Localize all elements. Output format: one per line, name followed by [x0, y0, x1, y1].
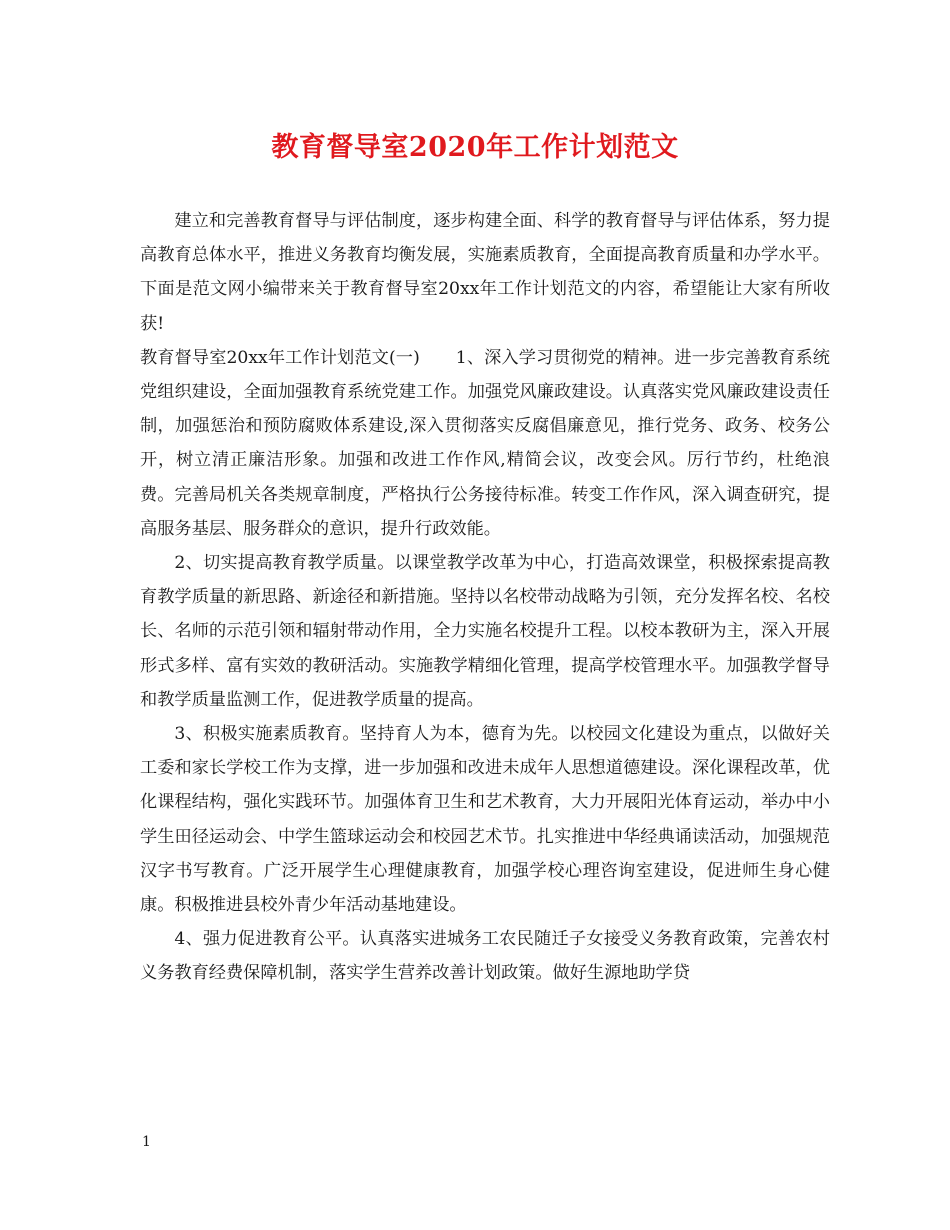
- document-body: [140, 204, 830, 991]
- section-paragraph-1: [140, 341, 830, 546]
- section-heading: 教育督导室20xx年工作计划范文(一): [140, 347, 420, 368]
- page-number: 1: [142, 1134, 151, 1150]
- document-title: 教育督导室2020年工作计划范文: [271, 132, 679, 163]
- paragraph-4: 4、强力促进教育公平。认真落实进城务工农民随迁子女接受义务教育政策，完善农村义务教育经费保障机制，落实学生营养改善计划政策。做好生源地助学贷: [140, 929, 830, 984]
- paragraph-3: 3、积极实施素质教育。坚持育人为本，德育为先。以校园文化建设为重点，以做好关工委和家长学校工作为支撑，进一步加强和改进未成年人思想道德建设。深化课程改革，优化课程结构，强化实践环节。加强体育卫生和艺术教育，大力开展阳光体育运动，举办中小学生田径运动会、中学生篮球运动会和校园艺术节。扎实推进中华经典诵读活动，加强规范汉字书写教育。广泛开展学生心理健康教育，加强学校心理咨询室建设，促进师生身心健康。积极推进县校外青少年活动基地建设。: [140, 724, 830, 916]
- paragraph-1-text: 1、深入学习贯彻党的精神。进一步完善教育系统党组织建设，全面加强教育系统党建工作。加强党风廉政建设。认真落实党风廉政建设责任制，加强惩治和预防腐败体系建设,深入贯彻落实反腐倡廉意见，推行党务、政务、校务公开，树立清正廉洁形象。加强和改进工作作风,精简会议，改变会风。厉行节约，杜绝浪费。完善局机关各类规章制度，严格执行公务接待标准。转变工作作风，深入调查研究，提高服务基层、服务群众的意识，提升行政效能。: [140, 347, 830, 539]
- paragraph-2: 2、切实提高教育教学质量。以课堂教学改革为中心，打造高效课堂，积极探索提高教育教学质量的新思路、新途径和新措施。坚持以名校带动战略为引领，充分发挥名校、名校长、名师的示范引领和辐射带动作用，全力实施名校提升工程。以校本教研为主，深入开展形式多样、富有实效的教研活动。实施教学精细化管理，提高学校管理水平。加强教学督导和教学质量监测工作，促进教学质量的提高。: [140, 553, 830, 710]
- intro-paragraph: 建立和完善教育督导与评估制度，逐步构建全面、科学的教育督导与评估体系，努力提高教育总体水平，推进义务教育均衡发展，实施素质教育，全面提高教育质量和办学水平。下面是范文网小编带来关于教育督导室20xx年工作计划范文的内容，希望能让大家有所收获!: [140, 211, 830, 334]
